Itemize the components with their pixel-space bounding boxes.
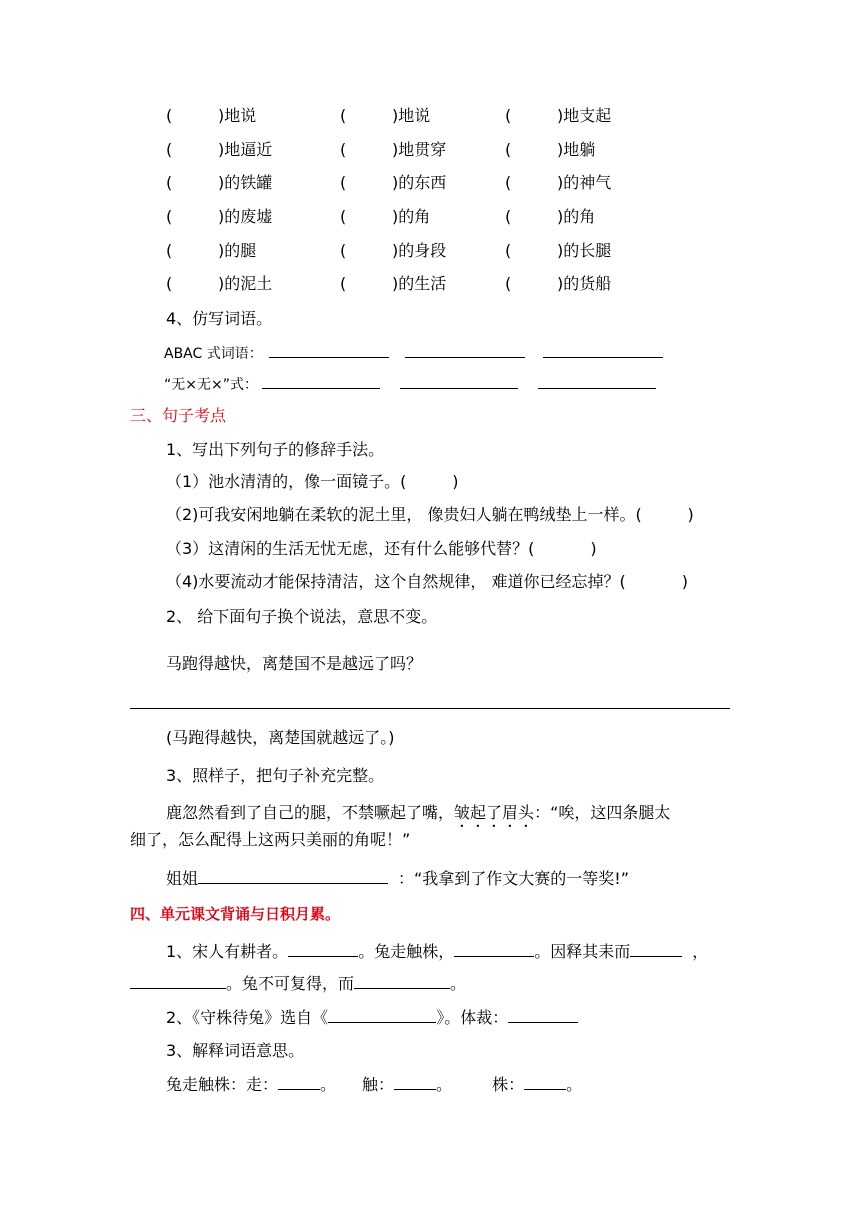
s3-q3: 3、照样子，把句子补充完整。 <box>166 766 385 785</box>
s4-q1-text-d: ， <box>692 942 709 961</box>
s3-q3-sister-row <box>166 868 629 889</box>
s4-q1-line1 <box>166 941 708 962</box>
grid-r3-c3: ( )的角 <box>505 207 596 226</box>
grid-r1-c3: ( )地躺 <box>505 140 596 159</box>
s3-item-3: （3）这清闲的生活无忧无虑，还有什么能够代替？( ) <box>166 539 597 558</box>
s3-item-2: （2)可我安闲地躺在柔软的泥土里， 像贵妇人躺在鸭绒垫上一样。( ) <box>166 505 694 524</box>
s3-item-4: （4)水要流动才能保持清洁，这个自然规律， 难道你已经忘掉？( ) <box>166 572 688 591</box>
grid-r5-c2: ( )的生活 <box>340 274 447 293</box>
chu-blank[interactable] <box>394 1074 436 1090</box>
abac-label: ABAC 式词语： <box>164 346 263 362</box>
example-text-a: 鹿忽然看到了自己的腿，不禁 <box>166 803 375 822</box>
wuxwux-blank-1[interactable] <box>262 373 380 389</box>
grid-r3-c2: ( )的角 <box>340 207 431 226</box>
section3-title: 三、句子考点 <box>130 406 227 425</box>
grid-r1-c2: ( )地贯穿 <box>340 140 447 159</box>
s4-q2-row <box>166 1007 578 1028</box>
sister-label: 姐姐 <box>166 869 199 888</box>
abac-blank-3[interactable] <box>543 342 663 358</box>
s4-q1-blank-1[interactable] <box>288 941 358 957</box>
s4-q1-text-b: 。兔走触株， <box>358 942 455 961</box>
grid-r0-c2: ( )地说 <box>340 106 431 125</box>
s3-q3-example-line1 <box>166 803 670 831</box>
zhu-blank[interactable] <box>524 1074 566 1090</box>
abac-blank-2[interactable] <box>405 342 525 358</box>
s4-q2-text-a: 2、《守株待兔》选自《 <box>166 1008 329 1027</box>
grid-r4-c2: ( )的身段 <box>340 241 447 260</box>
s4-q1-text-a: 1、宋人有耕者。 <box>166 942 289 961</box>
example-emphasis: 皱起了眉头 <box>454 803 535 822</box>
grid-r4-c3: ( )的长腿 <box>505 241 612 260</box>
s3-q2: 2、 给下面句子换个说法，意思不变。 <box>166 607 438 626</box>
grid-r3-c1: ( )的废墟 <box>166 207 273 226</box>
grid-r5-c1: ( )的泥土 <box>166 274 273 293</box>
abac-row <box>164 342 663 364</box>
example-text-b: 噘起了嘴 <box>374 803 439 822</box>
s4-q3-row <box>166 1074 582 1095</box>
s4-q1-blank-2[interactable] <box>454 941 534 957</box>
s4-q1-text-e: 。兔不可复得，而 <box>226 974 355 993</box>
s4-q3: 3、解释词语意思。 <box>166 1041 305 1060</box>
s3-q3-example-line2: 细了，怎么配得上这两只美丽的角呢！” <box>130 830 411 849</box>
wuxwux-row <box>164 373 656 395</box>
example-text-c: ， <box>438 803 455 822</box>
s4-q1-blank-4[interactable] <box>130 973 226 989</box>
chu-end: 。 <box>436 1075 453 1094</box>
wuxwux-blank-2[interactable] <box>400 373 518 389</box>
sister-blank[interactable] <box>198 868 388 884</box>
s3-q1: 1、写出下列句子的修辞手法。 <box>166 440 385 459</box>
s4-q1-text-c: 。因释其耒而 <box>534 942 631 961</box>
example-text-e: ：“唉，这四条腿太 <box>534 803 671 822</box>
section4-title: 四、单元课文背诵与日积月累。 <box>130 905 341 923</box>
zhu-end: 。 <box>566 1075 583 1094</box>
s4-q2-text-b: 》。体裁： <box>436 1008 509 1027</box>
answer-line[interactable] <box>130 708 730 709</box>
s4-q1-line2 <box>130 973 466 994</box>
s3-item-1: （1）池水清清的，像一面镜子。( ) <box>166 472 459 491</box>
grid-r2-c1: ( )的铁罐 <box>166 173 273 192</box>
zhu-label: 株： <box>492 1075 525 1094</box>
grid-r2-c3: ( )的神气 <box>505 173 612 192</box>
s3-q2-hint: (马跑得越快，离楚国就越远了。) <box>166 728 395 747</box>
grid-r1-c1: ( )地逼近 <box>166 140 273 159</box>
q4-title: 4、仿写词语。 <box>166 309 273 328</box>
zou-label: 兔走触株：走： <box>166 1075 279 1094</box>
wuxwux-blank-3[interactable] <box>538 373 656 389</box>
grid-r4-c1: ( )的腿 <box>166 241 257 260</box>
s4-q1-text-f: 。 <box>450 974 467 993</box>
s4-q2-source-blank[interactable] <box>328 1007 436 1023</box>
zou-blank[interactable] <box>278 1074 320 1090</box>
chu-label: 触： <box>362 1075 395 1094</box>
s3-q2-sentence: 马跑得越快，离楚国不是越远了吗？ <box>166 654 423 673</box>
s4-q1-blank-3[interactable] <box>630 941 682 957</box>
grid-r2-c2: ( )的东西 <box>340 173 447 192</box>
zou-end: 。 <box>320 1075 337 1094</box>
s4-q2-genre-blank[interactable] <box>508 1007 578 1023</box>
abac-blank-1[interactable] <box>269 342 389 358</box>
grid-r0-c3: ( )地支起 <box>505 106 612 125</box>
grid-r0-c1: ( )地说 <box>166 106 257 125</box>
s4-q1-blank-5[interactable] <box>354 973 450 989</box>
grid-r5-c3: ( )的货船 <box>505 274 612 293</box>
sister-quote: ：“我拿到了作文大赛的一等奖!” <box>398 869 630 888</box>
wuxwux-label: “无×无×”式： <box>164 377 258 393</box>
